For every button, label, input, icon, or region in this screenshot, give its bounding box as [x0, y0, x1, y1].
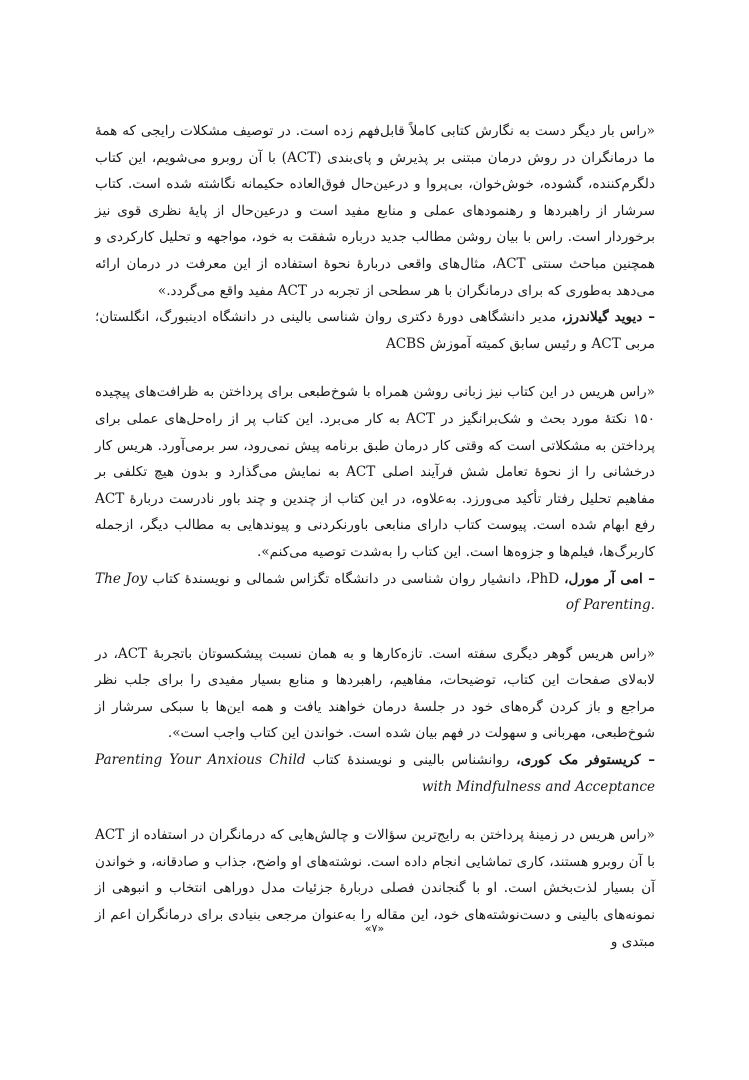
endorsement-quote-4: «راس هریس در زمینهٔ پرداختن به رایج‌ترین سؤالات و چالش‌هایی که درمانگران در استفاده از ACT با آن روبرو هستند، کاری تماشایی انجام داده است. نوشته‌های او واضح، جذاب و صادقانه، و خواندن آن بسیار لذت‌بخش است. او با گنجاندن فصلی دربارهٔ جزئیات مدل دوراهی انتخاب و انبوهی از نمونه‌های بالینی و دست‌نوشته‌های خود، این مقاله را به‌عنوان مرجعی بنیادی برای درمانگران اعم از مبتدی و — [95, 827, 655, 950]
book-title-2: The Joy of Parenting. — [95, 570, 655, 614]
endorser-name-3: – کریستوفر مک کوری، — [516, 752, 655, 769]
endorser-details-1: مدیر دانشگاهی دورهٔ دکتری روان شناسی بالینی در دانشگاه ادینبورگ، انگلستان؛ مربی ACT و رئیس سابق کمیته آموزش ACBS — [95, 309, 655, 352]
endorsement-attribution-1 — [95, 304, 655, 357]
endorsement-attribution-2 — [95, 566, 655, 619]
endorsements-column — [95, 118, 655, 955]
endorsement-quote-1: «راس بار دیگر دست به نگارش کتابی کاملاً قابل‌فهم زده است. در توصیف مشکلات رایجی که همهٔ ما درمانگران در روش درمان مبتنی بر پذیرش و پای‌بندی (ACT) با آن روبرو می‌شویم، این کتاب دلگرم‌کننده، گشوده، خوش‌خوان، بی‌پروا و درعین‌حال فوق‌العاده حکیمانه نگاشته شده است. کتاب سرشار از راهبردها و رهنمودهای عملی و منابع مفید است و درعین‌حال از پایهٔ نظری قوی نیز برخوردار است. راس با بیان روشن مطالب جدید درباره شفقت به خود، مواجهه و تحلیل کارکردی و همچنین مباحث سنتی ACT، مثال‌های واقعی دربارهٔ نحوهٔ استفاده از این معرفت در درمان ارائه می‌دهد به‌طوری که برای درمانگران با هر سطحی از تجربه در ACT مفید واقع می‌گردد.» — [95, 123, 655, 299]
block-spacer — [95, 800, 655, 822]
endorsement-quote-2: «راس هریس در این کتاب نیز زبانی روشن همراه با شوخ‌طبعی برای پرداختن به ظرافت‌های پیچیده ۱۵۰ نکتهٔ مورد بحث و شک‌برانگیز در ACT به کار می‌برد. این کتاب پر از راه‌حل‌های عملی برای پرداختن به مشکلاتی است که وقتی کار درمان طبق برنامه پیش نمی‌رود، سر برمی‌آورد. هریس کار درخشانی را از نحوهٔ تعامل شش فرآیند اصلی ACT به نمایش می‌گذارد و بدون هیچ تکلفی بر مفاهیم تحلیل رفتار تأکید می‌ورزد. به‌علاوه، در این کتاب از چندین و چند باور نادرست دربارهٔ ACT رفع ابهام شده است. پیوست کتاب دارای منابعی باورنکردنی و پیوندهایی به مطالب دیگر، ازجمله کاربرگ‌ها، فیلم‌ها و جزوه‌ها است. این کتاب را به‌شدت توصیه می‌کنم». — [95, 384, 656, 560]
block-spacer — [95, 619, 655, 641]
endorsement-attribution-3 — [95, 747, 655, 800]
page-number: «۷» — [364, 922, 385, 935]
block-spacer — [95, 357, 655, 379]
endorser-name-2: – امی آر مورل، — [564, 570, 655, 587]
book-title-3: Parenting Your Anxious Child with Mindfulness and Acceptance — [95, 752, 655, 795]
endorser-details-3: روانشناس بالینی و نویسندهٔ کتاب — [312, 752, 517, 769]
endorser-name-1: – دیوید گیلاندرز، — [561, 309, 655, 326]
endorsement-quote-3: «راس هریس گوهر دیگری سفته است. تازه‌کارها و به همان نسبت پیشکسوتان باتجربهٔ ACT، در لابه‌لای صفحات این کتاب، توضیحات، مفاهیم، راهبردها و منابع بسیار مفیدی را برای جلب نظر مراجع و باز کردن گره‌های خود در جلسهٔ درمان خواهند یافت و همه این‌ها با سبکی سرشار از شوخ‌طبعی، مهربانی و سهولت در فهم بیان شده است. خواندن این کتاب واجب است». — [95, 645, 656, 742]
endorser-details-2: PhD، دانشیار روان شناسی در دانشگاه تگزاس شمالی و نویسندهٔ کتاب — [152, 570, 565, 587]
